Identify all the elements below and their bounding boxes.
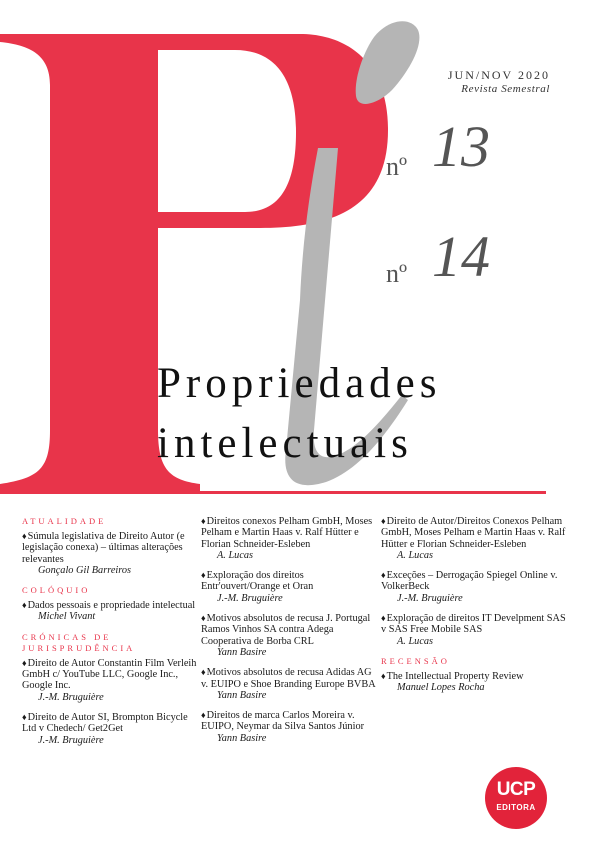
- issue-number-label: nº: [386, 152, 408, 181]
- toc-item-author: J.-M. Bruguière: [38, 734, 104, 746]
- toc-item-author: Manuel Lopes Rocha: [397, 682, 485, 694]
- toc-item[interactable]: [22, 531, 200, 576]
- toc-item-author: Yann Basire: [217, 689, 267, 701]
- toc-item-title: ♦ Direito de Autor Constantin Film Verleih GmbH c/ YouTube LLC, Google Inc., Google Inc.: [22, 658, 200, 692]
- toc-item-title: ♦ Direitos de marca Carlos Moreira v. EUIPO, Neymar da Silva Santos Júnior: [201, 710, 379, 733]
- toc-item-title: ♦ Exploração de direitos IT Develpment SAS v SAS Free Mobile SAS: [381, 613, 571, 636]
- toc-item-title: ♦ Dados pessoais e propriedade intelectual: [22, 600, 200, 611]
- toc-item[interactable]: [381, 570, 571, 604]
- toc-item-author: A. Lucas: [397, 635, 434, 647]
- toc-column-3: [381, 516, 571, 703]
- toc-item-author: A. Lucas: [217, 549, 254, 561]
- toc-item-author: Gonçalo Gil Barreiros: [38, 564, 132, 576]
- issue-date: JUN/NOV 2020: [447, 68, 550, 82]
- toc-item[interactable]: [381, 671, 571, 694]
- publisher-logo-subtext: EDITORA: [496, 803, 536, 812]
- journal-title-line-1: Propriedades: [157, 360, 442, 407]
- logo-letter-i-dot: [356, 21, 420, 104]
- toc-item[interactable]: [201, 516, 379, 561]
- toc-item-title: ♦ Motivos absolutos de recusa J. Portugal Ramos Vinhos SA contra Adega Cooperativa de Borba CRL: [201, 613, 379, 647]
- toc-item[interactable]: [22, 712, 200, 746]
- divider-rule: [0, 491, 546, 494]
- publisher-logo-badge: [485, 767, 547, 829]
- toc-item[interactable]: [201, 710, 379, 744]
- toc-item-author: J.-M. Bruguière: [397, 592, 463, 604]
- issue-periodicity: Revista Semestral: [461, 83, 550, 95]
- toc-item-title: ♦ Direito de Autor/Direitos Conexos Pelham GmbH, Moses Pelham e Martin Haas v. Ralf Hütter e Florian Schneider-Esleben: [381, 516, 571, 550]
- toc-section-heading: RECENSÃO: [381, 655, 450, 666]
- toc-item-title: ♦ Motivos absolutos de recusa Adidas AG v. EUIPO e Shoe Branding Europe BVBA: [201, 667, 379, 690]
- toc-section-heading: ATUALIDADE: [22, 516, 107, 526]
- publisher-logo-text: UCP: [496, 779, 536, 800]
- toc-item-title: ♦ Exploração dos direitos Entr'ouvert/Orange et Oran: [201, 570, 379, 593]
- journal-title-line-2: intelectuais: [157, 420, 413, 467]
- issue-number-label: nº: [386, 259, 408, 288]
- toc-column-1: [22, 516, 200, 755]
- toc-item-title: ♦ Direito de Autor SI, Brompton Bicycle Ltd v Chedech/ Get2Get: [22, 712, 200, 735]
- toc-item-author: Yann Basire: [217, 732, 267, 744]
- toc-section-heading: CRÓNICAS DE JURISPRUDÊNCIA: [22, 631, 136, 653]
- toc-item[interactable]: [201, 570, 379, 604]
- toc-item-author: A. Lucas: [397, 549, 434, 561]
- toc-item[interactable]: [22, 658, 200, 703]
- toc-item-title: ♦ Exceções – Derrogação Spiegel Online v. VolkerBeck: [381, 570, 571, 593]
- toc-item[interactable]: [201, 613, 379, 658]
- toc-item[interactable]: [381, 516, 571, 561]
- toc-item-title: ♦ Direitos conexos Pelham GmbH, Moses Pelham e Martin Haas v. Ralf Hütter e Florian Schneider-Esleben: [201, 516, 379, 550]
- issue-number-value: 14: [432, 224, 490, 289]
- toc-section-heading: COLÓQUIO: [22, 585, 91, 596]
- toc-column-2: [201, 516, 379, 753]
- toc-item-author: J.-M. Bruguière: [217, 592, 283, 604]
- toc-item-author: Yann Basire: [217, 646, 267, 658]
- toc-item[interactable]: [22, 600, 200, 623]
- toc-item-title: ♦ Súmula legislativa de Direito Autor (e legislação conexa) – últimas alterações relevantes: [22, 531, 200, 565]
- toc-item[interactable]: [201, 667, 379, 701]
- toc-item-title: ♦ The Intellectual Property Review: [381, 671, 571, 682]
- toc-item-author: J.-M. Bruguière: [38, 691, 104, 703]
- issue-number-value: 13: [432, 114, 490, 179]
- toc-item[interactable]: [381, 613, 571, 647]
- toc-item-author: Michel Vivant: [38, 611, 96, 623]
